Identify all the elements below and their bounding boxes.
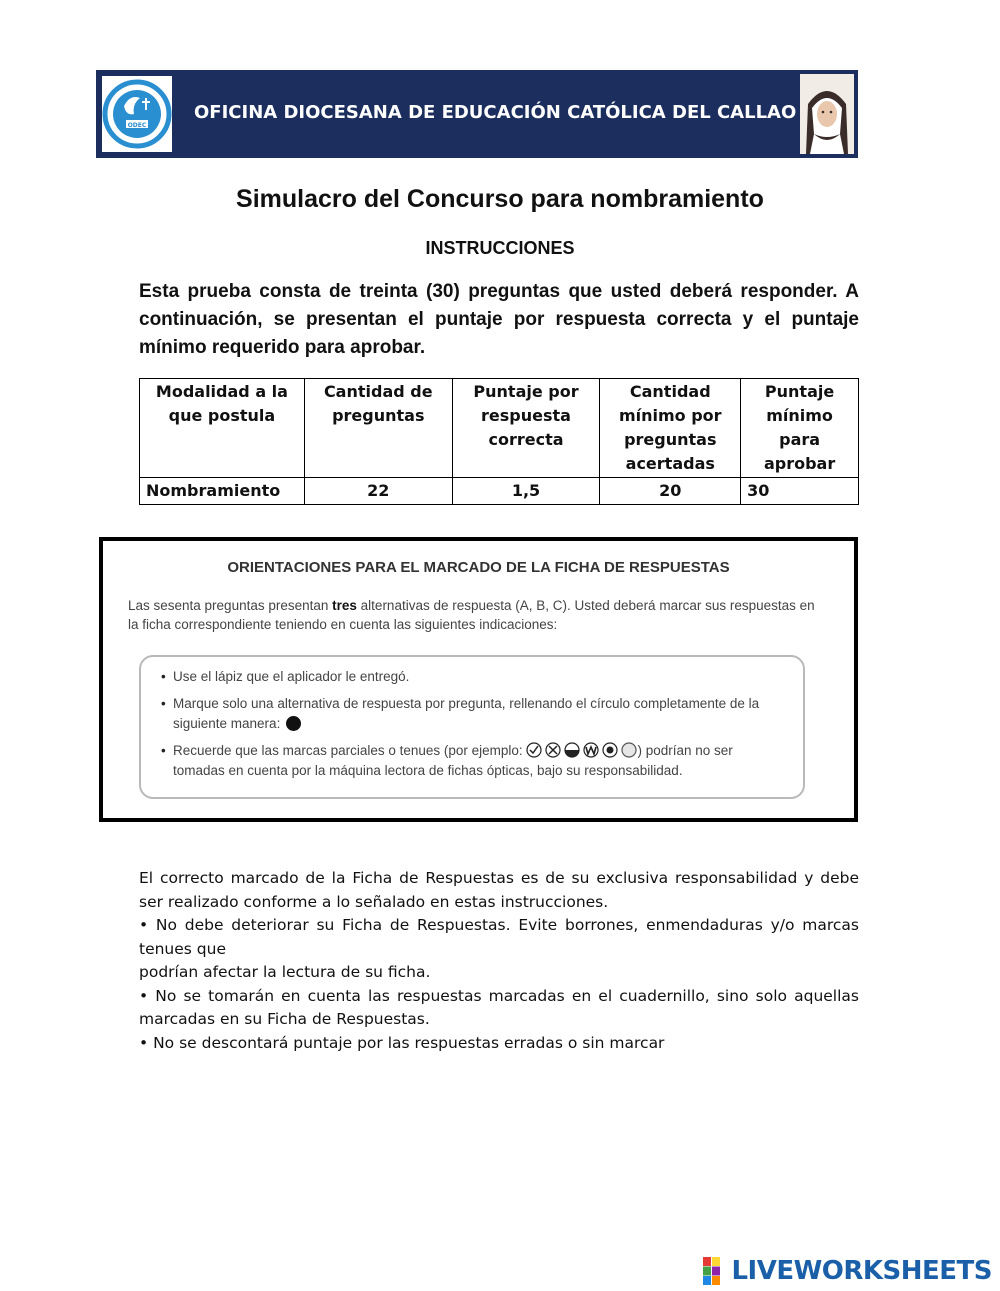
indications-list	[141, 657, 803, 781]
cell-puntaje-minimo: 30	[741, 478, 859, 505]
header-cantidad-minimo: Cantidad mínimo por preguntas acertadas	[600, 379, 741, 478]
list-item-text: Marque solo una alternativa de respuesta por pregunta, rellenando el círculo completamente de la siguiente manera:	[173, 696, 760, 731]
scribble-mark-icon	[583, 742, 599, 758]
cell-cantidad-preguntas: 22	[304, 478, 452, 505]
logo-text: ODEC	[127, 122, 147, 129]
table-row	[140, 478, 859, 505]
body-paragraph: • No se descontará puntaje por las respuestas erradas o sin marcar	[139, 1033, 665, 1052]
header-banner	[96, 70, 858, 158]
list-item	[161, 667, 783, 687]
indications-box	[139, 655, 805, 799]
table-header-row	[140, 379, 859, 478]
liveworksheets-brand	[703, 1254, 992, 1288]
body-paragraph: El correcto marcado de la Ficha de Respuestas es de su exclusiva responsabilidad y debe ser realizado conforme a lo señalado en estas instrucciones.	[139, 869, 859, 911]
intro-paragraph: Esta prueba consta de treinta (30) preguntas que usted deberá responder. A continuación, se presentan el puntaje por respuesta correcta y el puntaje mínimo requerido para aprobar.	[139, 281, 859, 358]
orientations-intro	[128, 596, 828, 634]
orientations-intro-text-end: alternativas de respuesta (A, B, C). Usted deberá marcar sus respuestas en la ficha correspondiente teniendo en cuenta las siguientes indicaciones:	[128, 598, 815, 632]
body-paragraph: • No debe deteriorar su Ficha de Respuestas. Evite borrones, enmendaduras y/o marcas tenues que	[139, 916, 859, 958]
body-text	[139, 867, 859, 1055]
list-item-text: Use el lápiz que el aplicador le entregó.	[173, 669, 410, 684]
list-item-text-end: ) podrían no ser tomadas en cuenta por la máquina lectora de fichas ópticas, bajo su responsabilidad.	[173, 743, 733, 778]
saint-portrait-image	[800, 74, 854, 154]
list-item	[161, 694, 783, 734]
x-mark-icon	[545, 742, 561, 758]
list-item-text: Recuerde que las marcas parciales o tenues (por ejemplo:	[173, 743, 523, 758]
cell-cantidad-minimo: 20	[600, 478, 741, 505]
header-cantidad-preguntas: Cantidad de preguntas	[304, 379, 452, 478]
page-title: Simulacro del Concurso para nombramiento	[236, 185, 764, 213]
list-item	[161, 741, 783, 781]
orientations-intro-text: Las sesenta preguntas presentan	[128, 598, 333, 613]
brand-text: LIVEWORKSHEETS	[731, 1256, 992, 1286]
orientations-box	[99, 537, 858, 822]
bullet: •	[161, 743, 166, 758]
orientations-intro-bold: tres	[332, 598, 357, 613]
header-puntaje-minimo: Puntaje mínimo para aprobar	[741, 379, 859, 478]
check-mark-icon	[526, 742, 542, 758]
banner-title: OFICINA DIOCESANA DE EDUCACIÓN CATÓLICA DEL CALLAO	[194, 102, 797, 123]
faint-mark-icon	[621, 742, 637, 758]
cell-modalidad: Nombramiento	[140, 478, 305, 505]
header-puntaje-respuesta: Puntaje por respuesta correcta	[452, 379, 600, 478]
small-dot-mark-icon	[602, 742, 618, 758]
score-table	[139, 378, 859, 505]
partial-marks-examples	[526, 742, 637, 758]
liveworksheets-logo-icon	[703, 1257, 729, 1285]
body-paragraph: • No se tomarán en cuenta las respuestas marcadas en el cuadernillo, sino solo aquellas marcadas en su Ficha de Respuestas.	[139, 986, 859, 1028]
cell-puntaje-respuesta: 1,5	[452, 478, 600, 505]
instructions-heading: INSTRUCCIONES	[425, 238, 575, 258]
filled-circle-icon	[286, 716, 301, 731]
odec-logo	[102, 76, 172, 152]
bullet: •	[161, 669, 166, 684]
body-paragraph: podrían afectar la lectura de su ficha.	[139, 963, 431, 981]
header-modalidad: Modalidad a la que postula	[140, 379, 305, 478]
orientations-title: ORIENTACIONES PARA EL MARCADO DE LA FICHA DE RESPUESTAS	[227, 559, 730, 576]
bullet: •	[161, 696, 166, 711]
half-filled-mark-icon	[564, 742, 580, 758]
